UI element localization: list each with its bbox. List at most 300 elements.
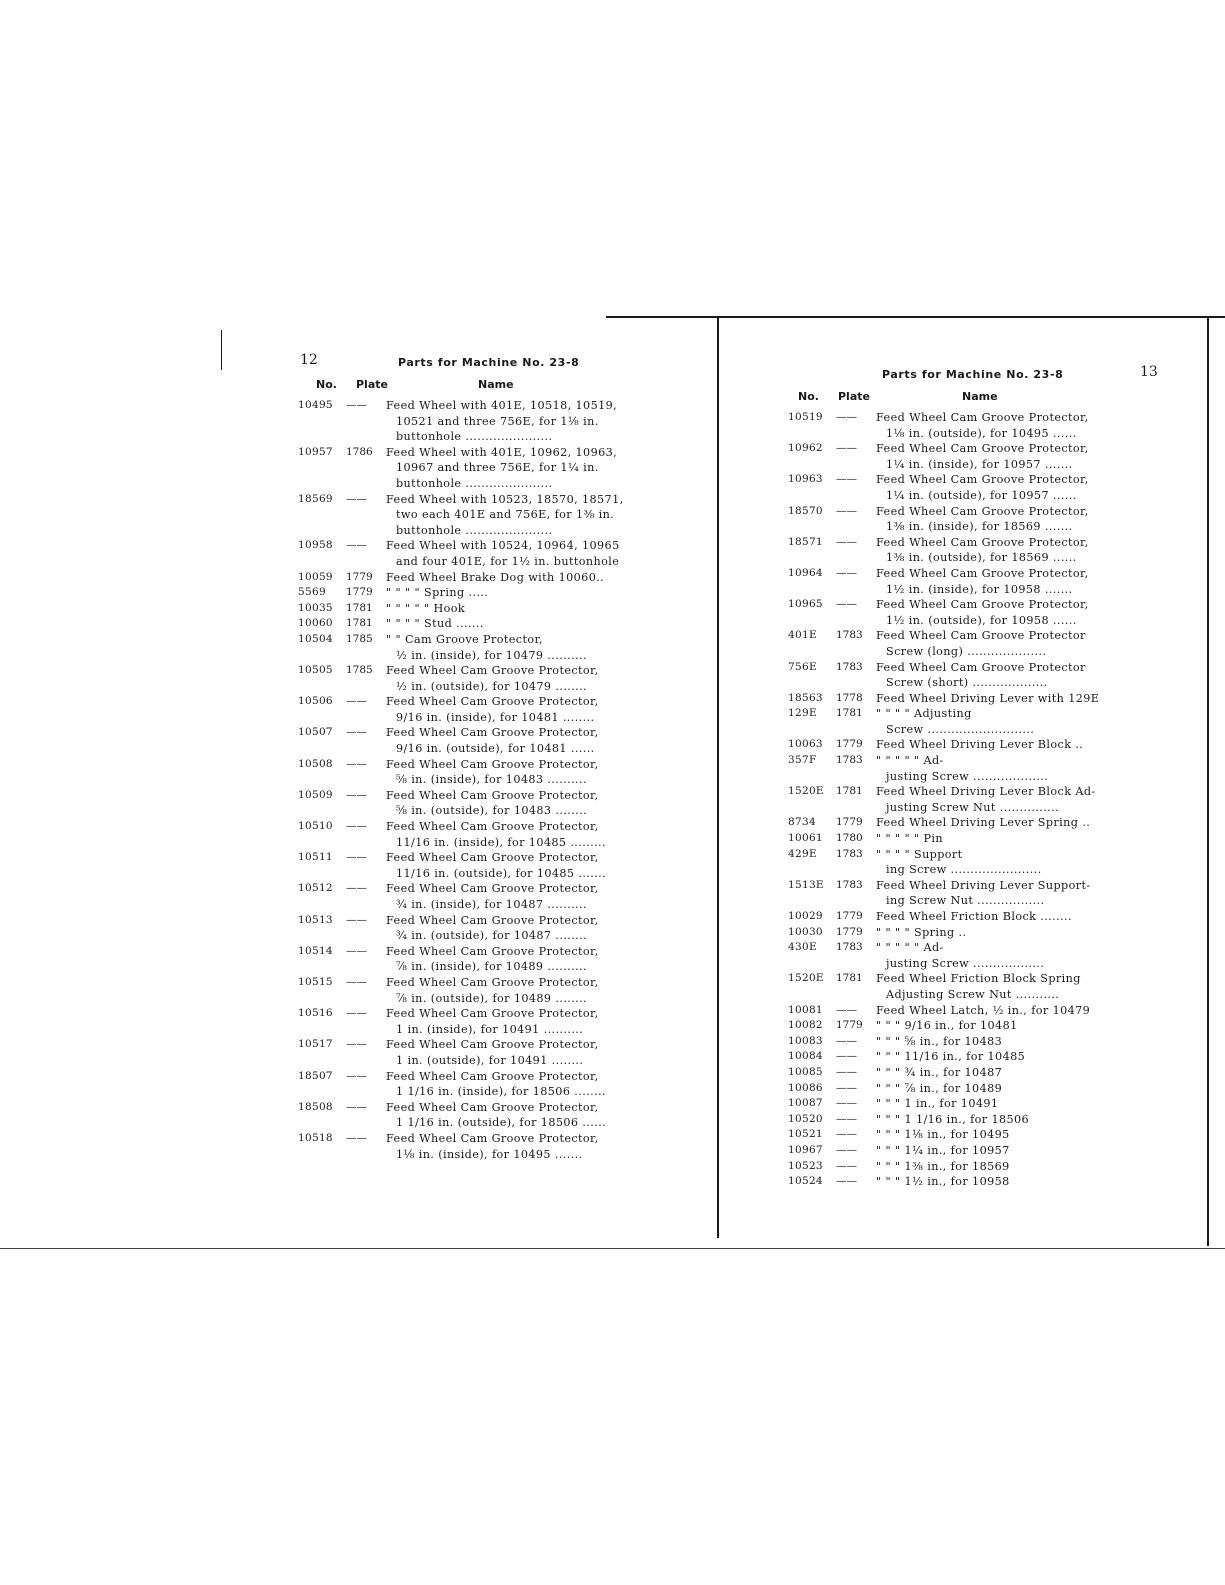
table-row xyxy=(298,881,638,912)
top-edge-rule xyxy=(606,316,1225,318)
part-name xyxy=(876,1049,1128,1065)
table-row xyxy=(298,850,638,881)
part-name-line: justing Screw Nut ............... xyxy=(886,800,1060,814)
table-row xyxy=(298,1069,638,1100)
part-name xyxy=(876,1112,1128,1128)
part-name-line: Feed Wheel Cam Groove Protector, xyxy=(876,598,1089,612)
part-number: 10059 xyxy=(298,570,333,583)
part-name-line: " " " " " Ad- xyxy=(876,754,944,768)
part-name xyxy=(386,1100,638,1131)
part-number: 10963 xyxy=(788,473,823,486)
plate-number: —— xyxy=(836,598,857,611)
plate-number: 1785 xyxy=(346,632,373,645)
part-number: 10505 xyxy=(298,664,333,677)
table-row xyxy=(298,725,638,756)
part-name-line: 1⅛ in. (inside), for 10495 ....... xyxy=(396,1147,583,1161)
part-number: 10513 xyxy=(298,913,333,926)
part-name xyxy=(876,1143,1128,1159)
table-row xyxy=(788,1174,1128,1190)
part-name-line: " " " ¾ in., for 10487 xyxy=(876,1065,1003,1079)
part-name-line: ½ in. (outside), for 10479 ........ xyxy=(396,679,588,693)
plate-number: 1781 xyxy=(346,601,373,614)
part-name-line: Feed Wheel with 401E, 10518, 10519, xyxy=(386,399,618,412)
page-number: 12 xyxy=(300,352,318,368)
part-name xyxy=(876,1127,1128,1143)
part-name-line: 1¼ in. (inside), for 10957 ....... xyxy=(886,457,1073,471)
part-name-line: Feed Wheel Cam Groove Protector, xyxy=(386,1007,599,1021)
table-row xyxy=(298,1131,638,1162)
part-number: 10030 xyxy=(788,925,823,938)
table-row xyxy=(788,737,1128,753)
page-title: Parts for Machine No. 23-8 xyxy=(882,368,1064,381)
plate-number: 1785 xyxy=(346,664,373,677)
table-row xyxy=(298,1037,638,1068)
table-row xyxy=(788,1143,1128,1159)
left-page-header xyxy=(298,350,638,378)
part-number: 10081 xyxy=(788,1003,823,1016)
part-name xyxy=(876,909,1128,925)
plate-number: 1780 xyxy=(836,832,863,845)
part-number: 129E xyxy=(788,707,817,720)
part-name-line: justing Screw .................. xyxy=(886,956,1045,970)
part-name xyxy=(876,847,1128,878)
plate-number: —— xyxy=(836,1034,857,1047)
part-name xyxy=(876,815,1128,831)
plate-number: 1783 xyxy=(836,754,863,767)
part-number: 10523 xyxy=(788,1159,823,1172)
table-row xyxy=(788,847,1128,878)
part-number: 1520E xyxy=(788,972,824,985)
part-name-line: " " " 1½ in., for 10958 xyxy=(876,1175,1010,1189)
part-name xyxy=(876,1174,1128,1190)
part-name-line: Feed Wheel Cam Groove Protector, xyxy=(386,726,599,740)
plate-number: 1783 xyxy=(836,629,863,642)
plate-number: —— xyxy=(346,399,367,411)
table-row xyxy=(788,1096,1128,1112)
part-name-line: ⅞ in. (outside), for 10489 ........ xyxy=(396,991,588,1005)
part-number: 10515 xyxy=(298,975,333,988)
table-row xyxy=(298,663,638,694)
part-name xyxy=(876,566,1128,597)
table-row xyxy=(298,538,638,569)
part-name-line: Feed Wheel Cam Groove Protector, xyxy=(386,1038,599,1052)
part-name-line: Feed Wheel Cam Groove Protector xyxy=(876,660,1086,674)
plate-number: —— xyxy=(346,757,367,770)
part-name-line: Feed Wheel Cam Groove Protector, xyxy=(876,411,1089,424)
table-row xyxy=(788,706,1128,737)
part-name-line: " " " " Spring ..... xyxy=(386,586,489,600)
plate-number: —— xyxy=(346,1038,367,1051)
part-name-line: Feed Wheel Cam Groove Protector, xyxy=(386,695,599,709)
part-number: 10965 xyxy=(788,598,823,611)
table-row xyxy=(788,971,1128,1002)
part-number: 10082 xyxy=(788,1019,823,1032)
plate-number: 1781 xyxy=(836,972,863,985)
col-plate-header: Plate xyxy=(838,390,870,403)
part-name-line: Feed Wheel Driving Lever Spring .. xyxy=(876,816,1091,830)
part-number: 10087 xyxy=(788,1097,823,1110)
parts-list xyxy=(788,410,1128,1190)
table-row xyxy=(298,694,638,725)
part-name-line: " " " " Adjusting xyxy=(876,707,972,721)
part-name-line: " " " 1 1/16 in., for 18506 xyxy=(876,1112,1030,1126)
part-name xyxy=(386,445,638,492)
part-name-line: 1⅜ in. (outside), for 18569 ...... xyxy=(886,551,1077,565)
part-name xyxy=(386,694,638,725)
table-row xyxy=(298,570,638,586)
part-name-line: " " " ⅞ in., for 10489 xyxy=(876,1081,1003,1095)
plate-number: —— xyxy=(836,566,857,579)
part-name xyxy=(876,831,1128,847)
table-row xyxy=(788,535,1128,566)
part-name-line: " " " 1¼ in., for 10957 xyxy=(876,1143,1010,1157)
part-number: 10083 xyxy=(788,1034,823,1047)
part-name xyxy=(386,819,638,850)
part-name-line: " " " " Support xyxy=(876,847,963,861)
table-row xyxy=(298,445,638,492)
table-row xyxy=(788,831,1128,847)
table-row xyxy=(788,925,1128,941)
part-number: 10086 xyxy=(788,1081,823,1094)
part-name-line: " " " 1 in., for 10491 xyxy=(876,1097,999,1111)
part-name-line: ½ in. (inside), for 10479 .......... xyxy=(396,648,587,662)
part-name-line: 1⅜ in. (inside), for 18569 ....... xyxy=(886,520,1073,534)
part-number: 430E xyxy=(788,941,817,954)
plate-number: —— xyxy=(346,820,367,833)
plate-number: 1779 xyxy=(836,925,863,938)
part-number: 756E xyxy=(788,660,817,673)
part-name-line: " " " 11/16 in., for 10485 xyxy=(876,1050,1026,1064)
part-number: 429E xyxy=(788,847,817,860)
part-name xyxy=(386,975,638,1006)
part-name-line: Feed Wheel Cam Groove Protector, xyxy=(876,504,1089,518)
plate-number: —— xyxy=(836,1097,857,1110)
part-name-line: ⅝ in. (outside), for 10483 ........ xyxy=(396,804,588,818)
part-name-line: " " " 9/16 in., for 10481 xyxy=(876,1019,1018,1033)
part-name-line: Adjusting Screw Nut ........... xyxy=(886,987,1060,1001)
part-number: 10957 xyxy=(298,445,333,458)
table-row xyxy=(788,628,1128,659)
part-name xyxy=(876,441,1128,472)
plate-number: —— xyxy=(836,1143,857,1156)
part-name-line: 11/16 in. (inside), for 10485 ......... xyxy=(396,835,606,849)
part-name xyxy=(876,535,1128,566)
plate-number: —— xyxy=(836,473,857,486)
plate-number: —— xyxy=(346,851,367,864)
part-name-line: Feed Wheel Cam Groove Protector, xyxy=(386,1131,599,1145)
part-name-line: buttonhole ...................... xyxy=(396,476,553,490)
part-name-line: " " " 1⅜ in., for 18569 xyxy=(876,1159,1010,1173)
part-name xyxy=(876,706,1128,737)
part-number: 10509 xyxy=(298,788,333,801)
plate-number: 1778 xyxy=(836,691,863,704)
part-name-line: Feed Wheel Friction Block Spring xyxy=(876,972,1081,986)
part-name-line: Screw ........................... xyxy=(886,722,1035,736)
part-name-line: 1¼ in. (outside), for 10957 ...... xyxy=(886,488,1077,502)
part-name xyxy=(876,784,1128,815)
table-row xyxy=(788,1065,1128,1081)
part-name-line: 10967 and three 756E, for 1¼ in. xyxy=(396,461,599,475)
part-name xyxy=(876,878,1128,909)
part-name-line: ⅝ in. (inside), for 10483 .......... xyxy=(396,773,587,787)
table-row xyxy=(788,815,1128,831)
plate-number: 1783 xyxy=(836,847,863,860)
table-row xyxy=(788,909,1128,925)
part-name-line: " " Cam Groove Protector, xyxy=(386,632,543,646)
part-number: 10516 xyxy=(298,1007,333,1020)
part-name xyxy=(876,472,1128,503)
part-name xyxy=(876,1034,1128,1050)
part-name xyxy=(876,1003,1128,1019)
plate-number: 1783 xyxy=(836,941,863,954)
plate-number: —— xyxy=(346,492,367,505)
table-row xyxy=(788,472,1128,503)
part-name xyxy=(386,585,638,601)
part-name xyxy=(386,1037,638,1068)
plate-number: —— xyxy=(836,411,857,423)
plate-number: 1779 xyxy=(836,1019,863,1032)
part-name-line: Feed Wheel Cam Groove Protector, xyxy=(876,442,1089,456)
table-row xyxy=(298,492,638,539)
left-page xyxy=(298,350,638,1162)
table-row xyxy=(298,788,638,819)
part-name xyxy=(386,1069,638,1100)
part-name-line: 9/16 in. (outside), for 10481 ...... xyxy=(396,742,595,756)
part-name xyxy=(876,597,1128,628)
table-row xyxy=(298,913,638,944)
part-name xyxy=(876,504,1128,535)
col-no-header: No. xyxy=(798,390,819,403)
part-name-line: Feed Wheel Driving Lever Support- xyxy=(876,878,1091,892)
part-name-line: and four 401E, for 1½ in. buttonhole xyxy=(396,554,620,568)
part-name-line: 1½ in. (inside), for 10958 ....... xyxy=(886,582,1073,596)
part-name-line: ¾ in. (outside), for 10487 ........ xyxy=(396,929,588,943)
part-name-line: Feed Wheel Cam Groove Protector, xyxy=(386,820,599,834)
part-name-line: " " " ⅝ in., for 10483 xyxy=(876,1034,1003,1048)
col-name-header: Name xyxy=(478,378,514,391)
part-number: 10035 xyxy=(298,601,333,614)
table-row xyxy=(788,660,1128,691)
table-row xyxy=(298,585,638,601)
plate-number: —— xyxy=(836,1112,857,1125)
part-number: 10506 xyxy=(298,695,333,708)
plate-number: —— xyxy=(346,975,367,988)
part-name-line: 1 1/16 in. (outside), for 18506 ...... xyxy=(396,1116,607,1130)
plate-number: 1779 xyxy=(836,816,863,829)
part-name xyxy=(876,737,1128,753)
part-name-line: Feed Wheel Cam Groove Protector, xyxy=(386,944,599,958)
plate-number: 1779 xyxy=(346,570,373,583)
part-name-line: Feed Wheel Cam Groove Protector, xyxy=(876,566,1089,580)
page-title: Parts for Machine No. 23-8 xyxy=(398,356,580,369)
part-number: 1520E xyxy=(788,785,824,798)
part-name-line: " " " 1⅛ in., for 10495 xyxy=(876,1128,1010,1142)
part-name-line: Feed Wheel with 401E, 10962, 10963, xyxy=(386,445,618,459)
plate-number: —— xyxy=(836,504,857,517)
part-number: 10495 xyxy=(298,399,333,411)
part-name xyxy=(386,757,638,788)
table-row xyxy=(788,1127,1128,1143)
part-number: 10511 xyxy=(298,851,333,864)
page-number: 13 xyxy=(1140,364,1158,380)
part-name xyxy=(386,492,638,539)
part-name-line: Feed Wheel Brake Dog with 10060.. xyxy=(386,570,605,584)
table-row xyxy=(788,1081,1128,1097)
table-row xyxy=(788,1049,1128,1065)
part-name xyxy=(386,788,638,819)
plate-number: —— xyxy=(836,1175,857,1188)
table-row xyxy=(788,410,1128,441)
plate-number: —— xyxy=(836,535,857,548)
part-name-line: justing Screw ................... xyxy=(886,769,1049,783)
plate-number: 1781 xyxy=(346,617,373,630)
part-name-line: ing Screw Nut ................. xyxy=(886,894,1045,908)
part-number: 8734 xyxy=(788,816,816,829)
part-number: 10061 xyxy=(788,832,823,845)
col-plate-header: Plate xyxy=(356,378,388,391)
part-name xyxy=(876,1065,1128,1081)
col-name-header: Name xyxy=(962,390,998,403)
part-name-line: 1 in. (inside), for 10491 .......... xyxy=(396,1022,584,1036)
part-name-line: 1 in. (outside), for 10491 ........ xyxy=(396,1053,584,1067)
part-name-line: Feed Wheel Cam Groove Protector, xyxy=(876,535,1089,549)
part-name-line: Screw (long) .................... xyxy=(886,644,1047,658)
part-number: 10521 xyxy=(788,1128,823,1141)
part-number: 10084 xyxy=(788,1050,823,1063)
part-number: 10518 xyxy=(298,1131,333,1144)
part-name-line: " " " " Stud ....... xyxy=(386,617,484,631)
part-name-line: 10521 and three 756E, for 1⅛ in. xyxy=(396,414,599,428)
plate-number: 1786 xyxy=(346,445,373,458)
part-number: 10520 xyxy=(788,1112,823,1125)
part-name xyxy=(386,570,638,586)
part-name-line: Feed Wheel Cam Groove Protector, xyxy=(386,1100,599,1114)
part-name xyxy=(876,1159,1128,1175)
table-row xyxy=(298,601,638,617)
part-name-line: Feed Wheel Cam Groove Protector xyxy=(876,629,1086,643)
part-name xyxy=(386,1006,638,1037)
part-name-line: " " " " Spring .. xyxy=(876,925,967,939)
part-number: 10524 xyxy=(788,1175,823,1188)
table-row xyxy=(298,1100,638,1131)
table-row xyxy=(788,1003,1128,1019)
part-name-line: two each 401E and 756E, for 1⅜ in. xyxy=(396,508,615,522)
part-number: 10504 xyxy=(298,632,333,645)
part-name-line: buttonhole ...................... xyxy=(396,430,553,444)
part-name-line: Feed Wheel Driving Lever Block .. xyxy=(876,738,1084,752)
part-name-line: ⅞ in. (inside), for 10489 .......... xyxy=(396,960,587,974)
table-row xyxy=(788,940,1128,971)
plate-number: —— xyxy=(836,1128,857,1141)
plate-number: 1779 xyxy=(346,586,373,599)
part-name xyxy=(876,925,1128,941)
part-name-line: 1 1/16 in. (inside), for 18506 ........ xyxy=(396,1085,606,1099)
part-name-line: Feed Wheel with 10523, 18570, 18571, xyxy=(386,492,624,506)
part-name-line: " " " " " Pin xyxy=(876,832,944,846)
part-number: 357F xyxy=(788,754,817,767)
table-row xyxy=(298,757,638,788)
table-row xyxy=(788,1034,1128,1050)
column-headers xyxy=(788,390,1128,410)
plate-number: 1781 xyxy=(836,707,863,720)
part-name xyxy=(876,691,1128,707)
plate-number: —— xyxy=(836,442,857,455)
table-row xyxy=(788,753,1128,784)
part-name-line: Feed Wheel Cam Groove Protector, xyxy=(386,851,599,865)
part-name-line: Feed Wheel Friction Block ........ xyxy=(876,910,1072,923)
part-number: 10507 xyxy=(298,726,333,739)
part-name-line: buttonhole ...................... xyxy=(396,523,553,537)
table-row xyxy=(298,632,638,663)
parts-list xyxy=(298,398,638,1162)
table-row xyxy=(788,691,1128,707)
part-number: 10085 xyxy=(788,1065,823,1078)
plate-number: —— xyxy=(346,1069,367,1082)
part-number: 18508 xyxy=(298,1100,333,1113)
part-name xyxy=(386,725,638,756)
table-row xyxy=(788,1018,1128,1034)
plate-number: 1783 xyxy=(836,878,863,891)
plate-number: —— xyxy=(346,1100,367,1113)
table-row xyxy=(298,398,638,445)
part-number: 10517 xyxy=(298,1038,333,1051)
plate-number: —— xyxy=(346,1131,367,1144)
plate-number: —— xyxy=(836,1003,857,1016)
part-number: 18569 xyxy=(298,492,333,505)
part-name-line: 1⅛ in. (outside), for 10495 ...... xyxy=(886,426,1077,440)
table-row xyxy=(298,975,638,1006)
part-name-line: Feed Wheel with 10524, 10964, 10965 xyxy=(386,539,620,553)
part-name xyxy=(876,971,1128,1002)
table-row xyxy=(788,597,1128,628)
table-row xyxy=(788,441,1128,472)
part-number: 5569 xyxy=(298,586,326,599)
part-name xyxy=(876,410,1128,441)
part-name xyxy=(876,1018,1128,1034)
part-name xyxy=(876,660,1128,691)
part-name-line: ¾ in. (inside), for 10487 .......... xyxy=(396,898,587,911)
plate-number: —— xyxy=(346,882,367,895)
plate-number: —— xyxy=(346,726,367,739)
part-number: 10514 xyxy=(298,944,333,957)
part-name-line: Feed Wheel Cam Groove Protector, xyxy=(386,664,599,678)
part-name-line: Feed Wheel Cam Groove Protector, xyxy=(386,975,599,989)
plate-number: —— xyxy=(346,539,367,552)
table-row xyxy=(298,616,638,632)
right-edge-line xyxy=(1207,316,1209,1246)
part-number: 10964 xyxy=(788,566,823,579)
part-name-line: Feed Wheel Cam Groove Protector, xyxy=(386,788,599,802)
part-name-line: Feed Wheel Cam Groove Protector, xyxy=(386,913,599,927)
part-number: 10510 xyxy=(298,820,333,833)
part-number: 10508 xyxy=(298,757,333,770)
part-name xyxy=(876,1096,1128,1112)
table-row xyxy=(788,1159,1128,1175)
plate-number: —— xyxy=(836,1065,857,1078)
part-number: 18507 xyxy=(298,1069,333,1082)
part-name-line: Feed Wheel Latch, ½ in., for 10479 xyxy=(876,1003,1091,1017)
col-no-header: No. xyxy=(316,378,337,391)
part-number: 10512 xyxy=(298,882,333,895)
part-name-line: 1½ in. (outside), for 10958 ...... xyxy=(886,613,1077,627)
plate-number: —— xyxy=(346,944,367,957)
part-name xyxy=(386,850,638,881)
part-name xyxy=(386,913,638,944)
table-row xyxy=(788,878,1128,909)
table-row xyxy=(788,1112,1128,1128)
plate-number: —— xyxy=(346,695,367,708)
part-number: 10029 xyxy=(788,910,823,922)
